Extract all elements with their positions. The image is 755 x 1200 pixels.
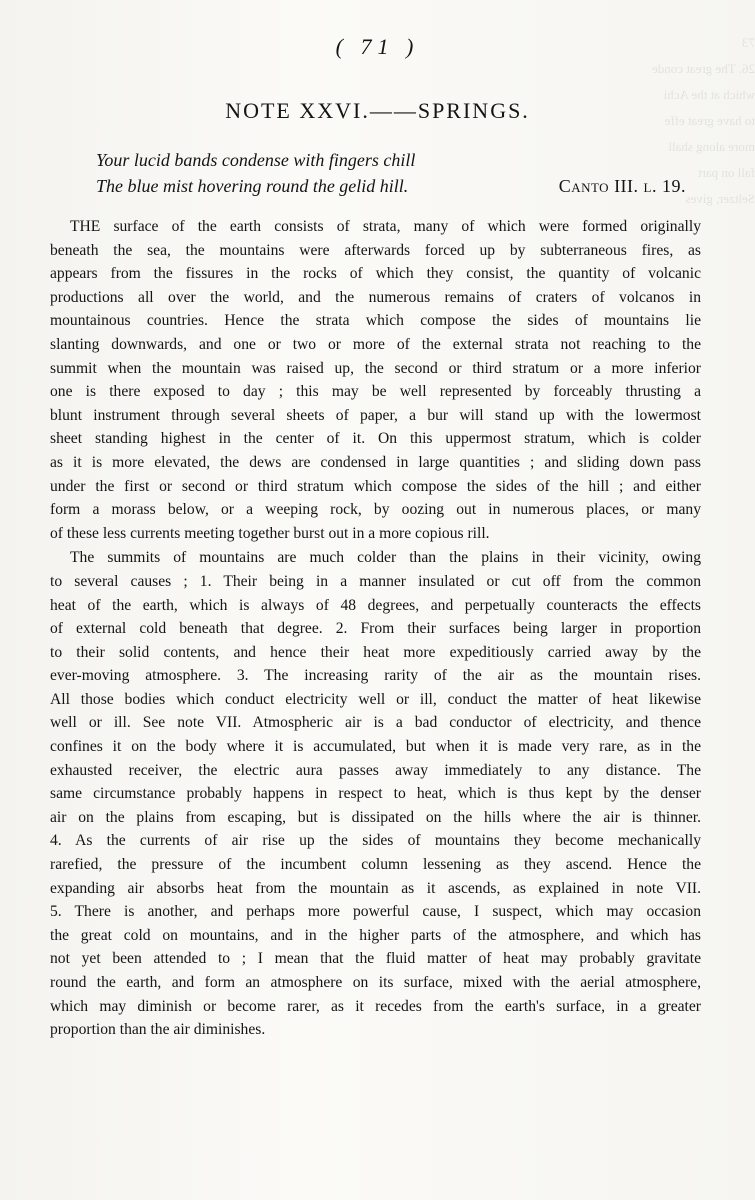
text-line: THE surface of the earth consists of strata, many of which were formed originally xyxy=(70,218,701,235)
show-through-line: which at the Achi xyxy=(663,87,755,102)
text-line: summit when the mountain was raised up, the second or third stratum or a more inferior xyxy=(50,359,701,377)
text-line: productions all over the world, and the numerous remains of craters of volcanos in xyxy=(50,288,701,306)
text-line: well or ill. See note VII. Atmospheric air is a bad conductor of electricity, and thence xyxy=(50,714,701,732)
paragraph-2 xyxy=(50,546,701,1041)
text-line: exhausted receiver, the electric aura passes away immediately to any distance. The xyxy=(50,761,701,779)
text-line: air on the plains from escaping, but is dissipated on the hills where the air is thinner. xyxy=(50,808,701,826)
page-number: ( 71 ) xyxy=(335,34,420,59)
text-line: form a morass below, or a weeping rock, by oozing out in numerous places, or many xyxy=(50,501,701,519)
show-through-line: 26. The great conde xyxy=(652,61,755,76)
show-through-line: fall on part xyxy=(697,165,755,180)
epigraph-text: Your lucid bands condense with fingers chill xyxy=(96,150,416,170)
text-line: as it is more elevated, the dews are condensed in large quantities ; and sliding down pass xyxy=(50,453,701,471)
text-line: appears from the fissures in the rocks of which they consist, the quantity of volcanic xyxy=(50,265,701,283)
text-line: sheet standing highest in the center of it. On this uppermost stratum, which is colder xyxy=(50,430,701,448)
text-line: expanding air absorbs heat from the mountain as it ascends, as explained in note VII. xyxy=(50,879,701,897)
text-line: blunt instrument through several sheets of paper, a bur will stand up with the lowermost xyxy=(50,406,701,424)
text-line: heat of the earth, which is always of 48 degrees, and perpetually counteracts the effects xyxy=(50,596,701,614)
show-through-line: 73 xyxy=(742,35,755,50)
text-line: not yet been attended to ; I mean that the fluid matter of heat may probably gravitate xyxy=(50,950,701,968)
text-line: All those bodies which conduct electricity well or ill, conduct the matter of heat likewise xyxy=(50,690,701,708)
text-line: to several causes ; 1. Their being in a manner insulated or cut off from the common xyxy=(50,572,701,590)
canto-reference: Canto III. l. 19. xyxy=(558,176,686,196)
note-body xyxy=(50,215,701,1042)
text-line: beneath the sea, the mountains were afterwards forced up by subterraneous fires, as xyxy=(50,241,701,259)
text-line: of external cold beneath that degree. 2. From their surfaces being larger in proportion xyxy=(50,620,701,638)
paragraph-1 xyxy=(50,215,701,545)
text-line: proportion than the air diminishes. xyxy=(50,1021,266,1039)
show-through-line: more along shall xyxy=(668,139,755,154)
epigraph-line-1 xyxy=(96,147,686,173)
text-line: one is there exposed to day ; this may be well represented by forceably thrusting a xyxy=(50,383,701,401)
text-line: same circumstance probably happens in respect to heat, which is thus kept by the denser xyxy=(50,785,701,803)
note-heading: NOTE XXVI.——SPRINGS. xyxy=(225,98,530,123)
epigraph-line-2 xyxy=(96,173,686,199)
text-line: rarefied, the pressure of the incumbent column lessening as they ascend. Hence the xyxy=(50,856,701,874)
text-line: ever-moving atmosphere. 3. The increasing rarity of the air as the mountain rises. xyxy=(50,667,701,685)
text-line: round the earth, and form an atmosphere on its surface, mixed with the aerial atmosphere, xyxy=(50,974,701,991)
text-line: the great cold on mountains, and in the higher parts of the atmosphere, and which has xyxy=(50,926,701,944)
text-line: The summits of mountains are much colder than the plains in their vicinity, owing xyxy=(70,549,701,567)
text-line: under the first or second or third stratum which compose the sides of the hill ; and either xyxy=(50,477,701,495)
text-line: of these less currents meeting together burst out in a more copious rill. xyxy=(50,524,490,542)
text-line: mountainous countries. Hence the strata which compose the sides of mountains lie xyxy=(50,312,701,330)
text-line: confines it on the body where it is accumulated, but when it is made very rare, as in the xyxy=(50,738,701,756)
text-line: to their solid contents, and hence their heat more expeditiously carried away by the xyxy=(50,643,701,661)
text-line: 5. There is another, and perhaps more powerful cause, I suspect, which may occasion xyxy=(50,903,701,921)
text-line: slanting downwards, and one or two or more of the external strata not reaching to the xyxy=(50,335,701,353)
text-line: 4. As the currents of air rise up the sides of mountains they become mechanically xyxy=(50,832,701,850)
epigraph-text: The blue mist hovering round the gelid hill. xyxy=(96,176,409,196)
show-through-line: to have great effe xyxy=(664,113,755,128)
text-line: which may diminish or become rarer, as it recedes from the earth's surface, in a greater xyxy=(50,997,701,1015)
show-through-line: Seltzer, gives xyxy=(685,191,755,206)
